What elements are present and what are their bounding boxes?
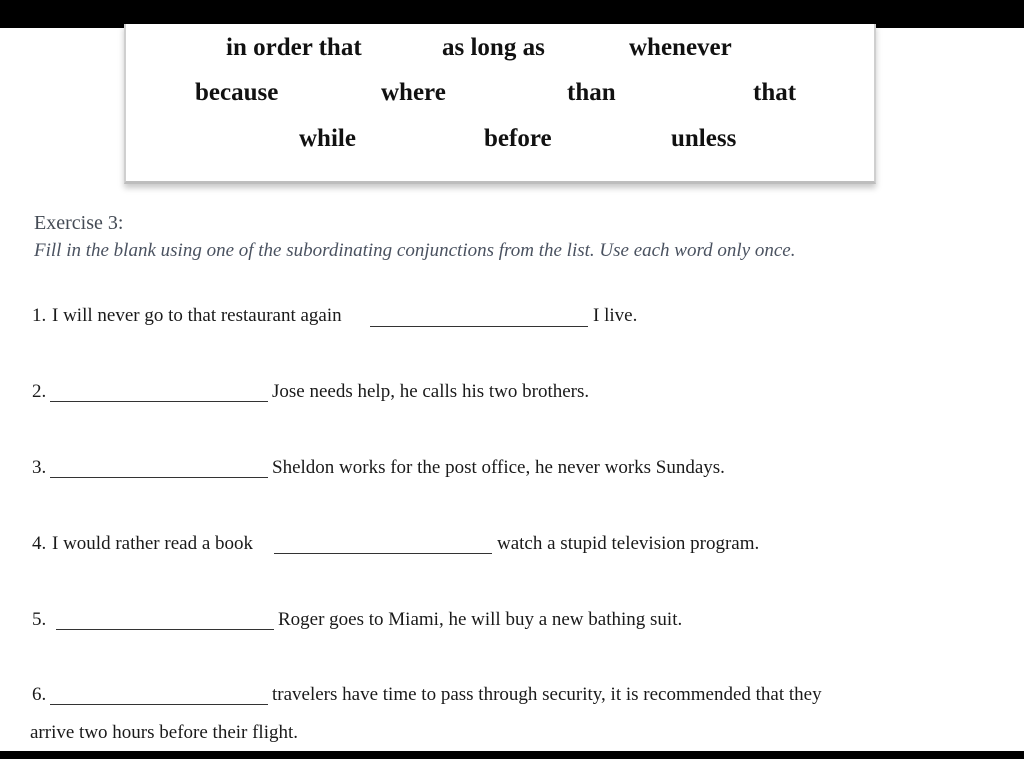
word-that: that xyxy=(753,79,797,106)
item-4-blank[interactable] xyxy=(274,553,492,554)
word-because: because xyxy=(195,79,279,106)
item-4-text-before: I would rather read a book xyxy=(52,533,254,554)
word-than: than xyxy=(567,79,616,106)
item-1-text-after: I live. xyxy=(593,305,638,326)
item-1-blank[interactable] xyxy=(370,326,588,327)
item-2-text-after: Jose needs help, he calls his two brothers. xyxy=(272,381,590,402)
exercise-instructions: Fill in the blank using one of the subordinating conjunctions from the list. Use each word only once. xyxy=(34,240,796,261)
word-whenever: whenever xyxy=(629,34,732,61)
item-2-blank[interactable] xyxy=(50,401,268,402)
item-6-continuation: arrive two hours before their flight. xyxy=(30,722,299,743)
item-3-text-after: Sheldon works for the post office, he never works Sundays. xyxy=(272,457,725,478)
item-4-text-after: watch a stupid television program. xyxy=(497,533,760,554)
item-6-text-after: travelers have time to pass through security, it is recommended that they xyxy=(272,684,822,705)
word-as-long-as: as long as xyxy=(442,34,545,61)
item-1-text-before: I will never go to that restaurant again xyxy=(52,305,342,326)
item-5-number: 5. xyxy=(32,609,47,630)
word-in-order-that: in order that xyxy=(226,34,362,61)
exercise-title: Exercise 3: xyxy=(34,212,124,234)
word-unless: unless xyxy=(671,125,737,152)
item-6-number: 6. xyxy=(32,684,47,705)
word-bank-box xyxy=(124,24,876,184)
item-5-text-after: Roger goes to Miami, he will buy a new bathing suit. xyxy=(278,609,683,630)
word-where: where xyxy=(381,79,446,106)
bottom-black-bar xyxy=(0,751,1024,759)
word-before: before xyxy=(484,125,552,152)
item-3-number: 3. xyxy=(32,457,47,478)
item-3-blank[interactable] xyxy=(50,477,268,478)
item-4-number: 4. xyxy=(32,533,47,554)
word-while: while xyxy=(299,125,356,152)
item-6-blank[interactable] xyxy=(50,704,268,705)
item-5-blank[interactable] xyxy=(56,629,274,630)
item-2-number: 2. xyxy=(32,381,47,402)
item-1-number: 1. xyxy=(32,305,47,326)
